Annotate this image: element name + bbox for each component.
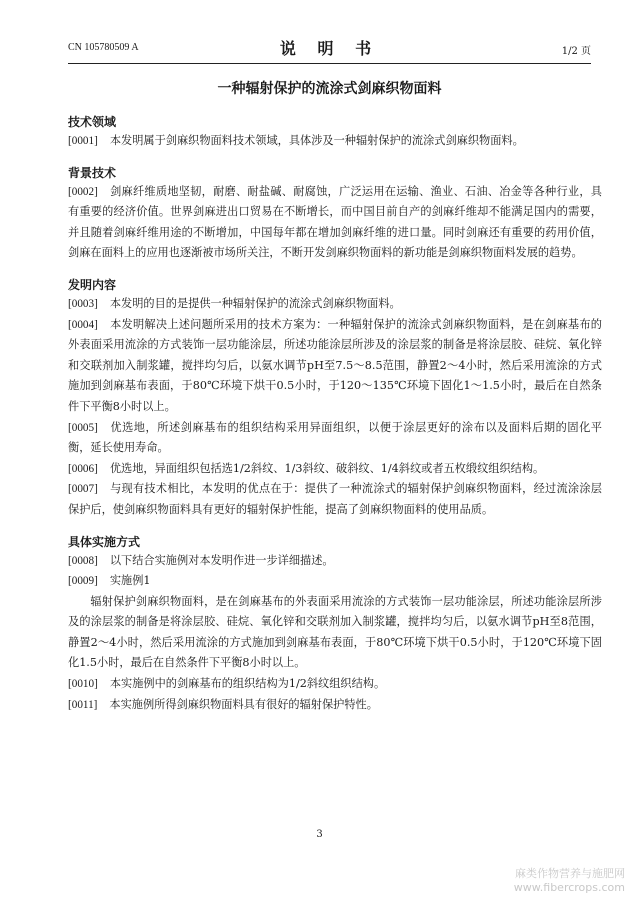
paragraph-number: [0006] [68,462,98,475]
page-of-indicator: 1/2 页 [561,46,591,57]
paragraph-number: [0011] [68,698,98,711]
paragraph-number: [0010] [68,678,98,691]
paragraph-0007 [68,479,602,520]
watermark [514,867,625,895]
paragraph-number: [0005] [68,421,98,434]
paragraph-0006 [68,459,602,480]
paragraph-text: 剑麻纤维质地坚韧，耐磨、耐盐碱、耐腐蚀，广泛运用在运输、渔业、石油、冶金等各种行业，具有重要的经济价值。世界剑麻进出口贸易在不断增长，而中国目前自产的剑麻纤维却不能满足国内的需要，并且随着剑麻纤维用途的不断增加，中国每年都在增加剑麻纤维的进口量。同时剑麻还有重要的药用价值，剑麻在面料上的应用也逐渐被市场所关注，不断开发剑麻织物面料的新功能是剑麻织物面料发展的趋势。 [68,184,602,260]
document-body [68,113,602,715]
paragraph-text: 本发明的目的是提供一种辐射保护的流涂式剑麻织物面料。 [109,296,401,310]
paragraph-0002 [68,182,602,264]
paragraph-0010 [68,674,602,695]
paragraph-0011 [68,695,602,716]
section-heading-background: 背景技术 [68,165,117,180]
paragraph-text: 实施例1 [109,574,151,588]
page-header [68,36,591,60]
document-title: 一种辐射保护的流涂式剑麻织物面料 [217,81,442,97]
paragraph-text: 本发明解决上述问题所采用的技术方案为：一种辐射保护的流涂式剑麻织物面料，是在剑麻基布的外表面采用流涂的方式装饰一层功能涂层，所述功能涂层所涉及的涂层浆的制备是将涂层胶、硅烷、氧化锌和交联剂加入制浆罐，搅拌均匀后，以氨水调节pH至7.5～8.5范围，静置2～4小时，然后采用流涂的方式施加到剑麻基布表面，于80℃环境下烘干0.5小时，于120～135℃环境下固化1～1.5小时，最后在自然条件下平衡8小时以上。 [68,317,602,413]
watermark-line-2: www.fibercrops.com [513,881,625,894]
paragraph-text: 本实施例所得剑麻织物面料具有很好的辐射保护特性。 [109,697,378,711]
header-rule [68,63,591,64]
paragraph-number: [0002] [68,185,98,198]
watermark-line-1: 麻类作物营养与施肥网 [515,867,625,880]
document-type: 说 明 书 [279,39,380,58]
paragraph-number: [0003] [68,297,98,310]
paragraph-text: 优选地，所述剑麻基布的组织结构采用异面组织，以便于涂层更好的涂布以及面料后期的固化平衡，延长使用寿命。 [68,420,602,455]
paragraph-text: 优选地，异面组织包括选1/2斜纹、1/3斜纹、破斜纹、1/4斜纹或者五枚缎纹组织结构。 [109,461,545,475]
publication-number: CN 105780509 A [68,42,139,53]
paragraph-0004 [68,315,602,418]
paragraph-0005 [68,418,602,459]
paragraph-text: 以下结合实施例对本发明作进一步详细描述。 [109,553,334,567]
paragraph-0009 [68,571,602,592]
section-heading-embodiment: 具体实施方式 [68,534,141,549]
paragraph-number: [0001] [68,135,98,147]
paragraph-embodiment-body: 辐射保护剑麻织物面料，是在剑麻基布的外表面采用流涂的方式装饰一层功能涂层，所述功能涂层所涉及的涂层浆的制备是将涂层胶、硅烷、氧化锌和交联剂加入制浆罐，搅拌均匀后，以氨水调节pH至8范围，静置2～4小时，然后采用流涂的方式施加到剑麻基布表面，于80℃环境下烘干0.5小时，于120℃环境下固化1.5小时，最后在自然条件下平衡8小时以上。 [68,594,602,670]
paragraph-text: 与现有技术相比，本发明的优点在于：提供了一种流涂式的辐射保护剑麻织物面料，经过流涂涂层保护后，使剑麻织物面料具有更好的辐射保护性能，提高了剑麻织物面料的使用品质。 [68,482,602,516]
page-number: 3 [316,829,323,840]
paragraph-0008 [68,551,602,572]
paragraph-text: 本实施例中的剑麻基布的组织结构为1/2斜纹组织结构。 [109,677,386,691]
section-heading-summary: 发明内容 [68,277,117,292]
paragraph-number: [0007] [68,483,98,496]
paragraph-0003 [68,294,602,315]
paragraph-number: [0004] [68,318,98,331]
paragraph-text: 本发明属于剑麻织物面料技术领域，具体涉及一种辐射保护的流涂式剑麻织物面料。 [109,134,524,147]
paragraph-number: [0008] [68,554,98,567]
paragraph-0001 [68,131,602,152]
section-heading-tech-field: 技术领域 [68,115,117,129]
paragraph-number: [0009] [68,575,98,588]
